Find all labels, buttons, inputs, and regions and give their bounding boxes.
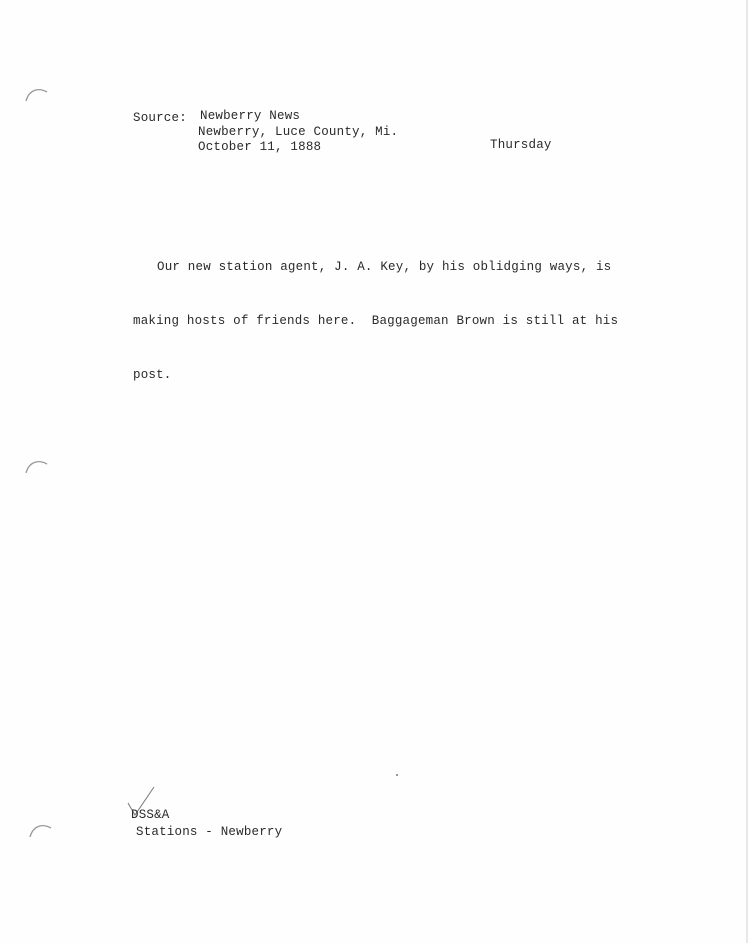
article-line: post.: [133, 368, 172, 382]
source-date: October 11, 1888: [198, 140, 322, 154]
article-line: making hosts of friends here. Baggageman Brown is still at his: [133, 314, 619, 328]
stray-mark: [396, 774, 398, 776]
file-category: Stations - Newberry: [136, 825, 283, 839]
source-day: Thursday: [490, 138, 552, 152]
source-location: Newberry, Luce County, Mi.: [198, 125, 399, 139]
punch-hole-mark-bottom: [28, 820, 54, 840]
source-label: Source:: [133, 111, 187, 125]
article-line: Our new station agent, J. A. Key, by his oblidging ways, is: [157, 260, 612, 274]
page-edge-shadow: [746, 0, 748, 943]
punch-hole-mark-top: [24, 84, 50, 104]
article-text: [133, 222, 618, 420]
punch-hole-mark-middle: [24, 456, 50, 476]
file-tag: DSS&A: [131, 808, 170, 822]
source-publication: Newberry News: [200, 109, 301, 123]
